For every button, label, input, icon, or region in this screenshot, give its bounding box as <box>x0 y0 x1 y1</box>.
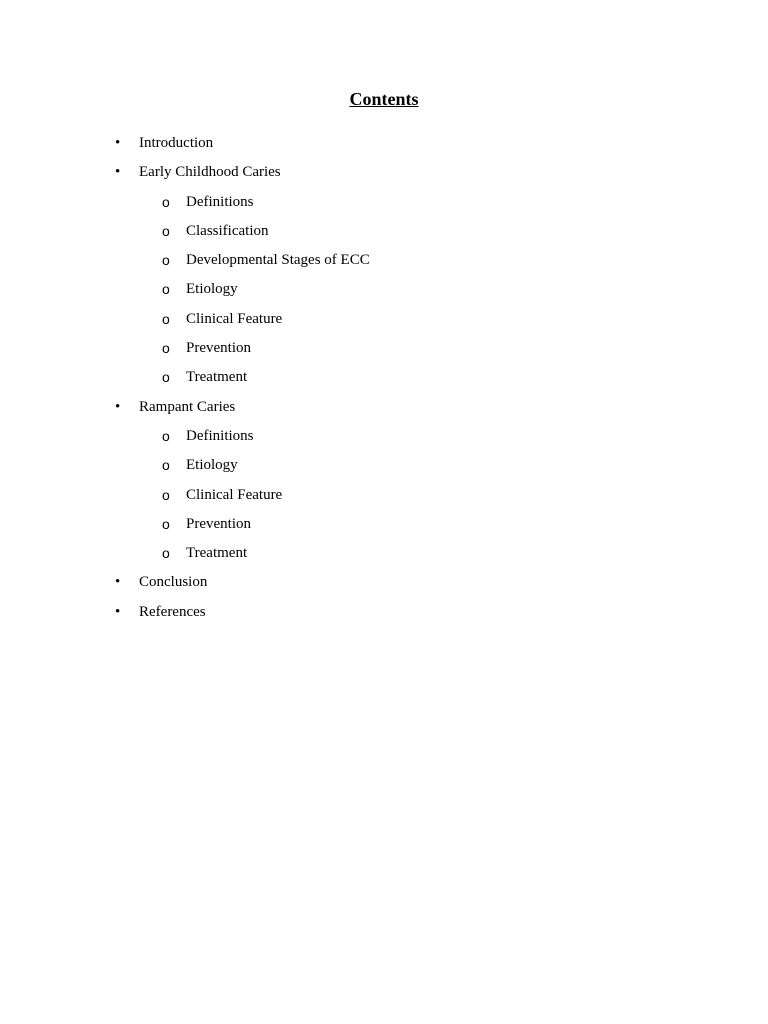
toc-subitem-label: Etiology <box>186 281 238 298</box>
circle-bullet-icon: o <box>162 281 170 298</box>
toc-subitem <box>0 188 768 217</box>
toc-item-label: References <box>139 603 206 620</box>
toc-subitem <box>0 422 768 451</box>
circle-bullet-icon: o <box>162 252 170 269</box>
toc-subitem <box>0 510 768 539</box>
toc-subitem <box>0 217 768 246</box>
toc-subitem-label: Clinical Feature <box>186 310 283 327</box>
toc-subitem-label: Treatment <box>186 545 248 562</box>
bullet-icon: • <box>115 135 121 151</box>
circle-bullet-icon: o <box>162 222 170 239</box>
toc-subitem <box>0 334 768 363</box>
toc-subitem <box>0 275 768 304</box>
circle-bullet-icon: o <box>162 515 170 532</box>
circle-bullet-icon: o <box>162 369 170 386</box>
toc-subitem <box>0 363 768 392</box>
toc-subitem <box>0 539 768 568</box>
toc-item-label: Early Childhood Caries <box>139 164 281 181</box>
toc-subitem-label: Etiology <box>186 457 238 474</box>
toc-subitem <box>0 481 768 510</box>
toc-subitem-label: Classification <box>186 222 269 239</box>
toc-item <box>0 158 768 187</box>
bullet-icon: • <box>115 574 121 591</box>
toc-subitem-label: Prevention <box>186 340 251 357</box>
toc-subitem <box>0 305 768 334</box>
bullet-icon: • <box>115 603 121 620</box>
circle-bullet-icon: o <box>162 457 170 474</box>
toc-subitem-label: Prevention <box>186 515 251 532</box>
toc-subitem-label: Developmental Stages of ECC <box>186 252 370 269</box>
toc-item-label: Rampant Caries <box>139 398 236 415</box>
bullet-icon: • <box>115 398 121 415</box>
toc-subitem <box>0 451 768 480</box>
circle-bullet-icon: o <box>162 193 170 210</box>
toc-item-label: Introduction <box>139 135 214 151</box>
toc-item <box>0 598 768 627</box>
toc-subitem-label: Definitions <box>186 427 254 444</box>
toc-item <box>0 568 768 597</box>
circle-bullet-icon: o <box>162 427 170 444</box>
toc-subitem-label: Clinical Feature <box>186 486 283 503</box>
table-of-contents <box>0 129 768 627</box>
toc-subitem <box>0 246 768 275</box>
toc-item <box>0 129 768 158</box>
toc-item <box>0 393 768 422</box>
circle-bullet-icon: o <box>162 340 170 357</box>
toc-subitem-label: Treatment <box>186 369 248 386</box>
page-title: Contents <box>349 89 419 109</box>
circle-bullet-icon: o <box>162 545 170 562</box>
circle-bullet-icon: o <box>162 486 170 503</box>
circle-bullet-icon: o <box>162 310 170 327</box>
bullet-icon: • <box>115 164 121 181</box>
toc-item-label: Conclusion <box>139 574 208 591</box>
toc-subitem-label: Definitions <box>186 193 254 210</box>
